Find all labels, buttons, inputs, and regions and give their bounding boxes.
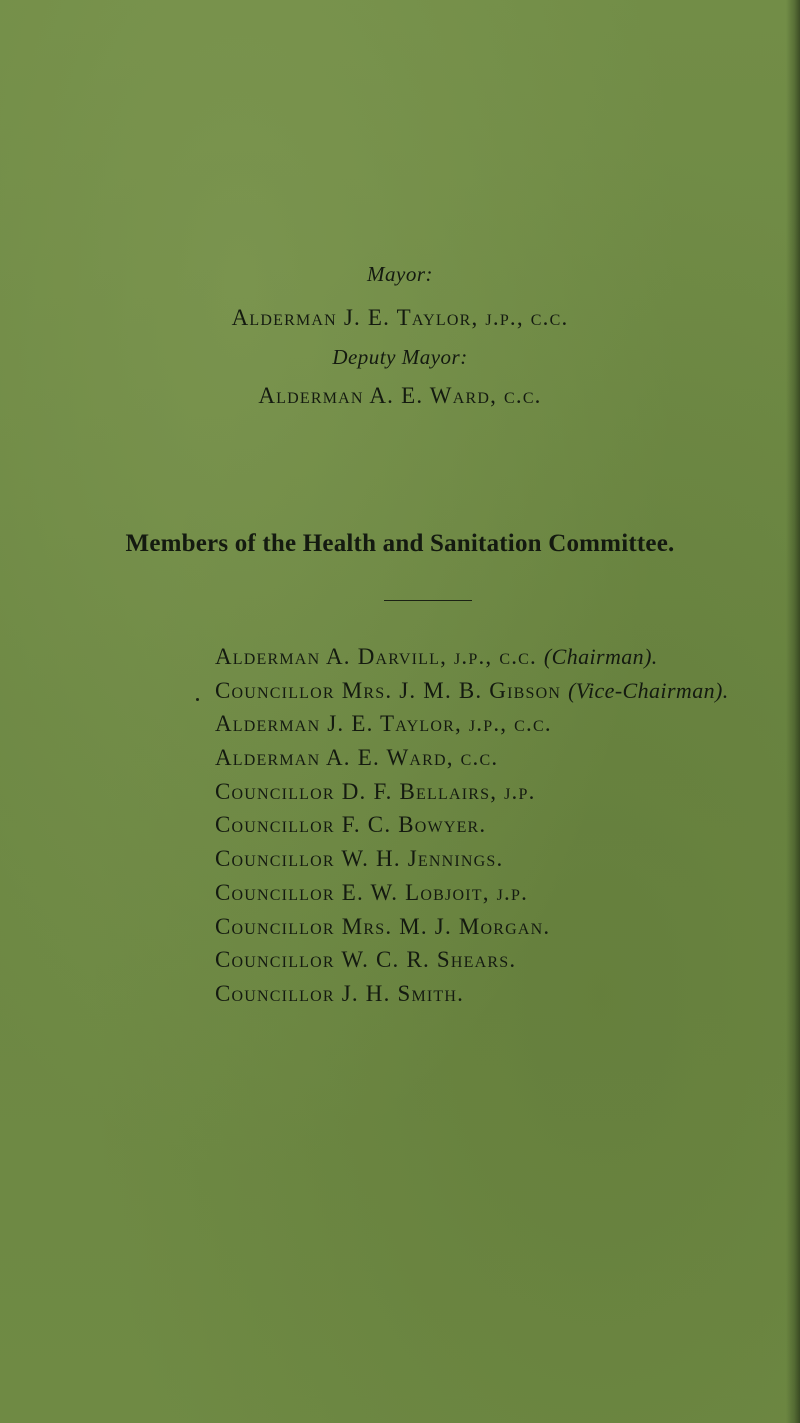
member-item bbox=[215, 640, 729, 674]
member-item bbox=[215, 943, 729, 977]
member-role: (Chairman). bbox=[543, 644, 658, 669]
member-item bbox=[215, 977, 729, 1011]
member-item bbox=[215, 707, 729, 741]
committee-heading: Members of the Health and Sanitation Committee. bbox=[125, 530, 675, 557]
member-name: Alderman J. E. Taylor, j.p., c.c. bbox=[215, 711, 552, 737]
member-name: Councillor Mrs. M. J. Morgan. bbox=[215, 913, 551, 939]
member-role: (Vice-Chairman). bbox=[568, 677, 729, 703]
member-item bbox=[215, 876, 729, 910]
member-name: Councillor D. F. Bellairs, j.p. bbox=[215, 778, 536, 804]
member-item bbox=[215, 674, 729, 708]
member-name: Councillor Mrs. J. M. B. Gibson bbox=[215, 677, 562, 703]
page-edge-shadow bbox=[786, 0, 800, 1423]
member-name: Alderman A. Darvill, j.p., c.c. bbox=[215, 644, 537, 669]
deputy-mayor-name: Alderman A. E. Ward, c.c. bbox=[258, 383, 542, 408]
mayor-label: Mayor: bbox=[367, 262, 433, 286]
committee-member-list bbox=[215, 640, 729, 1011]
member-item bbox=[215, 775, 729, 809]
member-name: Councillor F. C. Bowyer. bbox=[215, 812, 487, 838]
member-name: Councillor W. H. Jennings. bbox=[215, 846, 504, 872]
mayor-name: Alderman J. E. Taylor, j.p., c.c. bbox=[231, 305, 569, 330]
member-name: Councillor W. C. R. Shears. bbox=[215, 947, 517, 973]
member-item bbox=[215, 741, 729, 775]
member-item bbox=[215, 842, 729, 876]
deputy-mayor-label: Deputy Mayor: bbox=[332, 345, 468, 369]
member-item bbox=[215, 910, 729, 944]
member-name: Alderman A. E. Ward, c.c. bbox=[215, 745, 499, 771]
member-item bbox=[215, 808, 729, 842]
member-name: Councillor E. W. Lobjoit, j.p. bbox=[215, 879, 529, 905]
member-name: Councillor J. H. Smith. bbox=[215, 980, 465, 1006]
stray-mark bbox=[196, 698, 199, 701]
section-divider bbox=[384, 600, 472, 601]
